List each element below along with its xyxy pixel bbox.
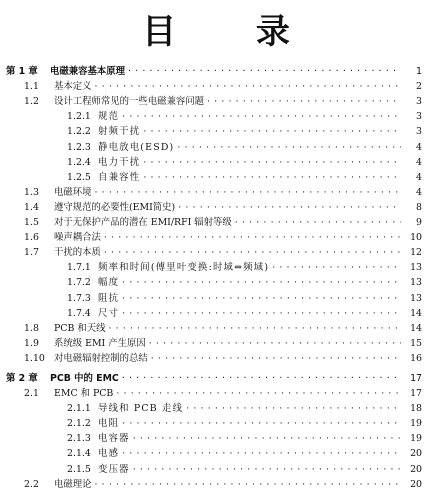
entry-title: 幅度	[98, 277, 120, 289]
entry-page-number: 3	[416, 126, 422, 138]
entry-page-number: 14	[410, 307, 422, 319]
entry-page-number: 17	[410, 372, 422, 384]
toc-section-entry[interactable]	[6, 200, 422, 215]
dot-leader	[95, 185, 401, 200]
entry-number: 2.1	[24, 388, 39, 400]
dot-leader	[151, 351, 401, 366]
entry-number: 2.1.2	[67, 418, 91, 430]
toc-section-entry[interactable]	[6, 245, 422, 260]
entry-page-number: 4	[416, 171, 422, 183]
dot-leader	[143, 124, 401, 139]
entry-number: 2.2	[24, 478, 39, 490]
toc-subsection-entry[interactable]	[6, 290, 422, 305]
dot-leader	[149, 336, 401, 351]
entry-page-number: 17	[410, 388, 422, 400]
entry-title: 干扰的本质	[54, 247, 101, 259]
entry-page-number: 4	[416, 156, 422, 168]
entry-page-number: 14	[410, 322, 422, 334]
entry-number: 2.1.1	[67, 403, 91, 415]
entry-title: 对于无保护产品的潜在 EMI/RFI 辐射等级	[54, 217, 232, 229]
entry-title: 电磁兼容基本原理	[50, 66, 126, 78]
page-title: 目 录	[142, 12, 324, 52]
entry-number: 1.2	[24, 96, 39, 108]
entry-number: 2.1.3	[67, 433, 91, 445]
entry-number: 2.1.4	[67, 448, 91, 460]
toc-section-entry[interactable]	[6, 321, 422, 336]
entry-number: 2.1.5	[67, 463, 91, 475]
toc-subsection-entry[interactable]	[6, 275, 422, 290]
entry-page-number: 20	[410, 463, 422, 475]
entry-title: 系统级 EMI 产生原因	[54, 337, 146, 349]
entry-page-number: 16	[410, 352, 422, 364]
toc-subsection-entry[interactable]	[6, 109, 422, 124]
entry-title: 频率和时间(傅里叶变换:时域⇔频域)	[98, 262, 270, 274]
entry-page-number: 19	[410, 418, 422, 430]
toc-subsection-entry[interactable]	[6, 124, 422, 139]
entry-number: 1.2.4	[67, 156, 91, 168]
entry-title: 尺寸	[98, 307, 120, 319]
dot-leader	[177, 140, 401, 155]
toc-subsection-entry[interactable]	[6, 139, 422, 154]
toc-section-entry[interactable]	[6, 79, 422, 94]
toc-chapter-entry[interactable]	[6, 64, 422, 79]
entry-page-number: 18	[410, 403, 422, 415]
toc-subsection-entry[interactable]	[6, 155, 422, 170]
toc-subsection-entry[interactable]	[6, 306, 422, 321]
toc-section-entry[interactable]	[6, 336, 422, 351]
entry-number: 1.4	[24, 201, 39, 213]
entry-page-number: 3	[416, 111, 422, 123]
toc-section-entry[interactable]	[6, 351, 422, 366]
entry-number: 1.7.3	[67, 292, 91, 304]
dot-leader	[133, 431, 401, 446]
dot-leader	[128, 64, 401, 79]
entry-title: 电磁环境	[54, 186, 92, 198]
entry-page-number: 13	[410, 262, 422, 274]
entry-title: 基本定义	[54, 81, 92, 93]
entry-title: 自兼容性	[98, 171, 141, 183]
entry-page-number: 19	[410, 433, 422, 445]
entry-title: 遵守规范的必要性(EMI简史)	[54, 201, 176, 213]
toc-section-entry[interactable]	[6, 477, 422, 492]
entry-page-number: 2	[416, 81, 422, 93]
entry-page-number: 12	[410, 247, 422, 259]
dot-leader	[122, 371, 401, 386]
entry-title: 电磁理论	[54, 478, 92, 490]
dot-leader	[186, 401, 401, 416]
entry-number: 1.9	[24, 337, 39, 349]
entry-page-number: 15	[410, 337, 422, 349]
dot-leader	[122, 306, 401, 321]
dot-leader	[143, 155, 401, 170]
entry-number: 第 1 章	[6, 66, 38, 78]
entry-page-number: 4	[416, 186, 422, 198]
entry-title: 电阻	[98, 418, 120, 430]
entry-number: 1.2.1	[67, 111, 91, 123]
toc-subsection-entry[interactable]	[6, 446, 422, 461]
entry-page-number: 9	[416, 217, 422, 229]
dot-leader	[122, 275, 401, 290]
entry-title: PCB 中的 EMC	[50, 372, 119, 384]
entry-number: 1.8	[24, 322, 39, 334]
entry-title: 阻抗	[98, 292, 120, 304]
entry-page-number: 1	[416, 66, 422, 78]
entry-page-number: 20	[410, 448, 422, 460]
dot-leader	[104, 245, 401, 260]
entry-title: 导线和 PCB 走线	[98, 403, 184, 415]
entry-number: 1.6	[24, 232, 39, 244]
entry-number: 1.7	[24, 247, 39, 259]
toc-section-entry[interactable]	[6, 386, 422, 401]
dot-leader	[133, 462, 401, 477]
entry-number: 1.2.5	[67, 171, 91, 183]
entry-page-number: 13	[410, 292, 422, 304]
toc-section-entry[interactable]	[6, 230, 422, 245]
dot-leader	[122, 291, 401, 306]
dot-leader	[122, 109, 401, 124]
toc-subsection-entry[interactable]	[6, 401, 422, 416]
dot-leader	[116, 386, 401, 401]
entry-title: 电容器	[98, 433, 130, 445]
entry-page-number: 20	[410, 478, 422, 490]
entry-page-number: 4	[416, 141, 422, 153]
entry-number: 1.7.2	[67, 277, 91, 289]
dot-leader	[104, 230, 401, 245]
entry-title: 对电磁辐射控制的总结	[54, 352, 148, 364]
toc-section-entry[interactable]	[6, 185, 422, 200]
dot-leader	[122, 416, 401, 431]
entry-number: 1.2.3	[67, 141, 91, 153]
entry-number: 1.1	[24, 81, 39, 93]
entry-page-number: 13	[410, 277, 422, 289]
toc-section-entry[interactable]	[6, 215, 422, 230]
entry-title: 设计工程师常见的一些电磁兼容问题	[54, 96, 205, 108]
entry-title: EMC 和 PCB	[54, 388, 114, 400]
table-of-contents	[6, 64, 422, 492]
dot-leader	[108, 321, 401, 336]
entry-title: 规范	[98, 111, 120, 123]
entry-title: 静电放电(ESD)	[98, 141, 175, 153]
dot-leader	[95, 79, 401, 94]
entry-number: 1.7.1	[67, 262, 91, 274]
entry-title: PCB 和天线	[54, 322, 106, 334]
entry-number: 1.5	[24, 217, 39, 229]
dot-leader	[95, 477, 401, 492]
entry-number: 1.7.4	[67, 307, 91, 319]
dot-leader	[122, 446, 401, 461]
entry-page-number: 8	[416, 201, 422, 213]
toc-subsection-entry[interactable]	[6, 260, 422, 275]
dot-leader	[272, 260, 401, 275]
toc-subsection-entry[interactable]	[6, 431, 422, 446]
entry-page-number: 3	[416, 96, 422, 108]
dot-leader	[235, 215, 401, 230]
toc-chapter-entry[interactable]	[6, 371, 422, 386]
entry-number: 1.3	[24, 186, 39, 198]
entry-title: 变压器	[98, 463, 130, 475]
entry-title: 射频干扰	[98, 126, 141, 138]
entry-number: 第 2 章	[6, 372, 38, 384]
entry-title: 电感	[98, 448, 120, 460]
entry-title: 噪声耦合法	[54, 232, 101, 244]
entry-number: 1.2.2	[67, 126, 91, 138]
toc-subsection-entry[interactable]	[6, 170, 422, 185]
dot-leader	[143, 170, 401, 185]
toc-section-entry[interactable]	[6, 94, 422, 109]
entry-title: 电力干扰	[98, 156, 141, 168]
dot-leader	[207, 94, 401, 109]
entry-page-number: 10	[410, 232, 422, 244]
entry-number: 1.10	[24, 352, 45, 364]
toc-subsection-entry[interactable]	[6, 461, 422, 476]
toc-subsection-entry[interactable]	[6, 416, 422, 431]
dot-leader	[178, 200, 401, 215]
